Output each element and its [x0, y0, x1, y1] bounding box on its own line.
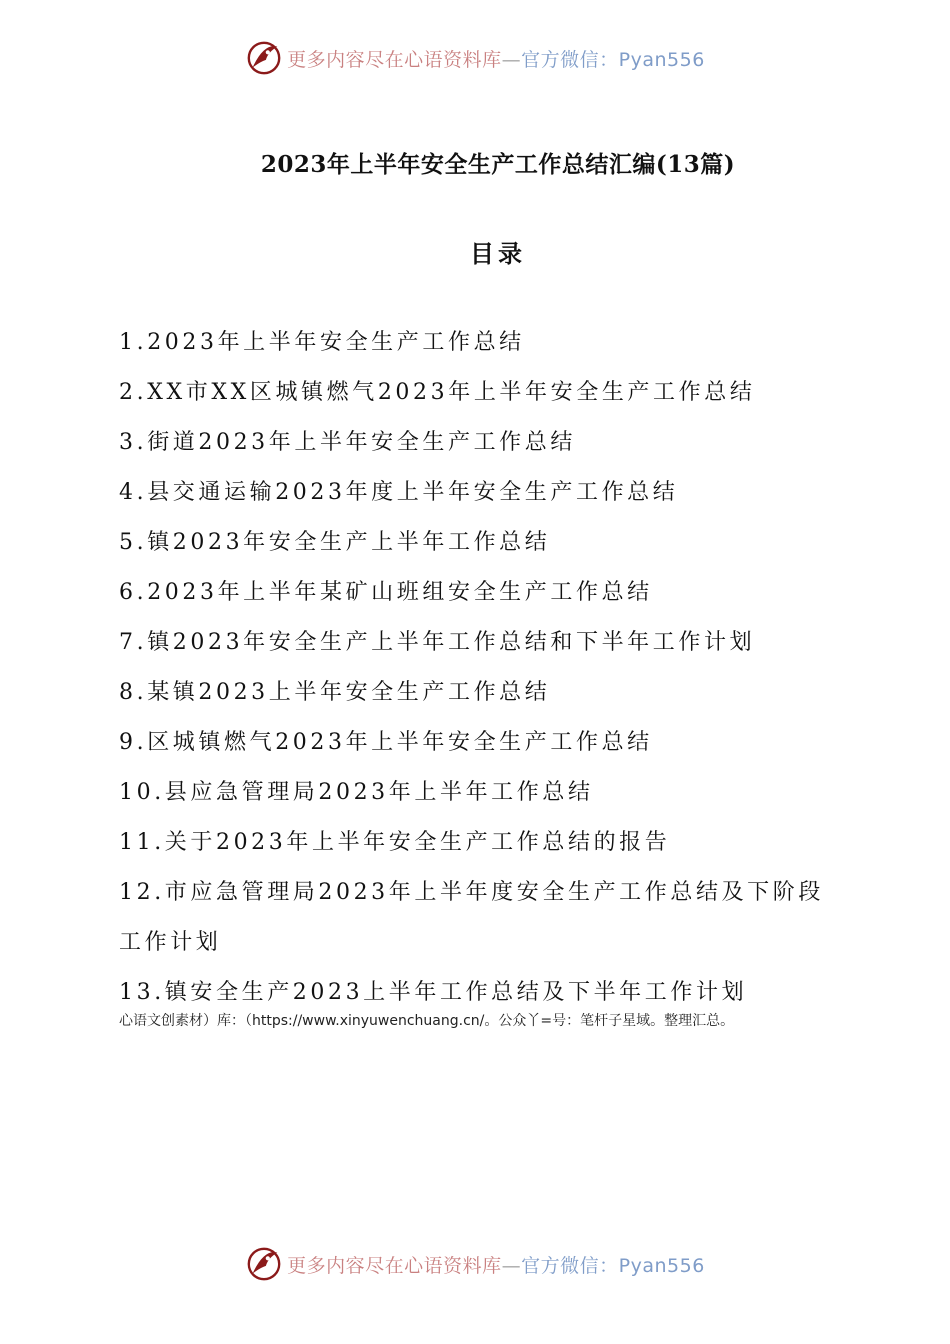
toc-list	[119, 318, 829, 1018]
watermark-wechat-text: 官方微信：Pyan556	[521, 48, 705, 71]
toc-item-8: 8.某镇2023上半年安全生产工作总结	[119, 680, 551, 705]
document-title: 2023年上半年安全生产工作总结汇编(13篇)	[260, 151, 736, 178]
toc-item-10: 10.县应急管理局2023年上半年工作总结	[119, 780, 594, 805]
toc-item-7: 7.镇2023年安全生产上半年工作总结和下半年工作计划	[119, 630, 756, 655]
toc-item-5: 5.镇2023年安全生产上半年工作总结	[119, 530, 551, 555]
toc-item-6: 6.2023年上半年某矿山班组安全生产工作总结	[119, 580, 653, 605]
pen-nib-logo-icon	[245, 1245, 283, 1283]
watermark-site-text: 更多内容尽在心语资料库	[287, 1254, 502, 1277]
footer-watermark	[0, 1244, 950, 1284]
toc-item-11: 11.关于2023年上半年安全生产工作总结的报告	[119, 830, 671, 855]
pen-nib-logo-icon	[245, 39, 283, 77]
toc-item-9: 9.区城镇燃气2023年上半年安全生产工作总结	[119, 730, 653, 755]
watermark-separator: —	[501, 1254, 522, 1277]
toc-item-2: 2.XX市XX区城镇燃气2023年上半年安全生产工作总结	[119, 380, 756, 405]
source-footnote: 心语文创素材）库：（https://www.xinyuwenchuang.cn/。公众丫=号：笔杆子星域。整理汇总。	[119, 1013, 735, 1029]
watermark-text	[287, 45, 705, 72]
header-watermark	[0, 38, 950, 78]
toc-item-1: 1.2023年上半年安全生产工作总结	[119, 330, 525, 355]
watermark-separator: —	[501, 48, 522, 71]
watermark-text	[287, 1251, 705, 1278]
toc-heading: 目录	[470, 239, 526, 268]
watermark-wechat-text: 官方微信：Pyan556	[521, 1254, 705, 1277]
toc-item-3: 3.街道2023年上半年安全生产工作总结	[119, 430, 576, 455]
toc-item-12: 12.市应急管理局2023年上半年度安全生产工作总结及下阶段工作计划	[119, 880, 824, 955]
watermark-site-text: 更多内容尽在心语资料库	[287, 48, 502, 71]
toc-item-13: 13.镇安全生产2023上半年工作总结及下半年工作计划	[119, 980, 748, 1005]
toc-item-4: 4.县交通运输2023年度上半年安全生产工作总结	[119, 480, 679, 505]
